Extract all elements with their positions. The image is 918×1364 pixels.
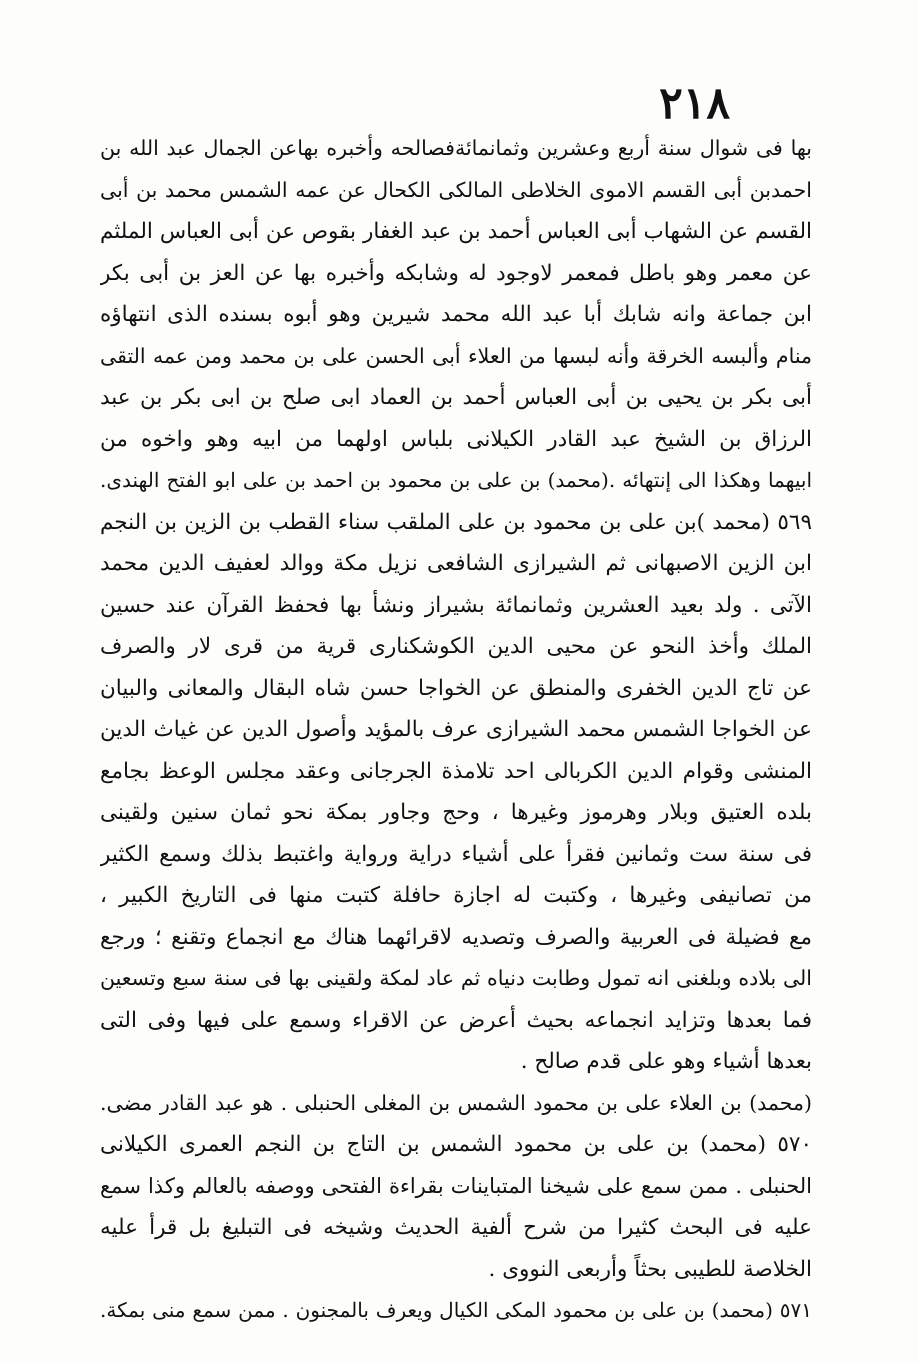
text-line: الخلاصة للطيبى بحثاً وأربعى النووى . xyxy=(488,1256,812,1282)
cross-reference-line: (محمد) بن العلاء على بن محمود الشمس بن المغلى الحنبلى . هو عبد القادر مضى. xyxy=(100,1090,812,1115)
entry-570-heading: ٥٧٠ (محمد) بن على بن محمود الشمس بن التاج بن النجم العمرى الكيلانى xyxy=(100,1132,812,1157)
entry-571-heading: ٥٧١ (محمد) بن على بن محمود المكى الكيال ويعرف بالمجنون . ممن سمع منى بمكة. xyxy=(100,1298,812,1322)
text-line: عن معمر وهو باطل فمعمر لاوجود له وشابكه وأخبره بها عن العز بن أبى بكر xyxy=(100,260,812,286)
text-line: أبى بكر بن يحيى بن أبى العباس أحمد بن العماد ابى صلح بن ابى بكر بن عبد xyxy=(100,385,812,410)
text-line: من تصانيفى وغيرها ، وكتبت له اجازة حافلة كتبت منها فى التاريخ الكبير ، xyxy=(100,883,812,908)
text-line: عن الخواجا الشمس محمد الشيرازى عرف بالمؤيد وأصول الدين عن غياث الدين xyxy=(100,717,812,742)
text-line: عن تاج الدين الخفرى والمنطق عن الخواجا حسن شاه البقال والمعانى والبيان xyxy=(100,675,812,701)
page-number: ٢١٨ xyxy=(659,78,730,129)
text-line: الآتى . ولد بعيد العشرين وثمانمائة بشيراز ونشأ بها فحفظ القرآن عند حسين xyxy=(100,592,812,618)
text-line: ابيهما وهكذا الى إنتهائه .(محمد) بن على بن محمود بن احمد بن على ابو الفتح الهندى. xyxy=(100,468,812,492)
text-line: ابن الزين الاصبهانى ثم الشيرازى الشافعى نزيل مكة ووالد لعفيف الدين محمد xyxy=(100,551,812,576)
text-line: ابن جماعة وانه شابك أبا عبد الله محمد شيرين وهو أبوه بسنده الذى انتهاؤه xyxy=(100,302,812,327)
text-line: بلده العتيق وبلار وهرموز وغيرها ، وحج وجاور بمكة نحو ثمان سنين ولقينى xyxy=(100,800,812,825)
text-line: بها فى شوال سنة أربع وعشرين وثمانمائةفصالحه وأخبره بهاعن الجمال عبد الله بن xyxy=(100,136,812,160)
text-line: عليه فى البحث كثيرا من شرح ألفية الحديث وشيخه فى التبليغ بل قرأ عليه xyxy=(100,1215,812,1240)
text-line: فى سنة ست وثمانين فقرأ على أشياء دراية ورواية واغتبط بذلك وسمع الكثير xyxy=(100,841,812,867)
text-line: فما بعدها وتزايد انجماعه بحيث أعرض عن الاقراء وسمع على فيها وفى التى xyxy=(100,1007,812,1033)
text-line: منام وألبسه الخرقة وأنه لبسها من العلاء أبى الحسن على بن محمد ومن عمه التقى xyxy=(100,343,812,368)
body-text xyxy=(100,128,812,1332)
text-line: الى بلاده وبلغنى انه تمول وطابت دنياه ثم عاد لمكة ولقينى بها فى سنة سبع وتسعين xyxy=(100,966,812,990)
text-line: الرزاق بن الشيخ عبد القادر الكيلانى بلباس اولهما من ابيه وهو واخوه من xyxy=(100,426,812,452)
text-line: بعدها أشياء وهو على قدم صالح . xyxy=(520,1049,812,1074)
text-line: مع فضيلة فى العربية والصرف وتصديه لاقرائهما هناك مع انجماع وتقنع ؛ ورجع xyxy=(100,924,812,950)
entry-569-heading: ٥٦٩ (محمد )بن على بن محمود بن على الملقب سناء القطب بن الزين بن النجم xyxy=(100,509,812,535)
text-line: الملك وأخذ النحو عن محيى الدين الكوشكنارى قرية من قرى لار والصرف xyxy=(100,634,812,659)
text-line: احمدبن أبى القسم الاموى الخلاطى المالكى الكحال عن عمه الشمس محمد بن أبى xyxy=(100,177,812,202)
text-line: الحنبلى . ممن سمع على شيخنا المتباينات بقراءة الفتحى ووصفه بالعالم وكذا سمع xyxy=(100,1173,812,1198)
text-line: القسم عن الشهاب أبى العباس أحمد بن عبد الغفار بقوص عن أبى العباس الملثم xyxy=(100,219,812,244)
text-line: المنشى وقوام الدين الكربالى احد تلامذة الجرجانى وعقد مجلس الوعظ بجامع xyxy=(100,758,812,784)
